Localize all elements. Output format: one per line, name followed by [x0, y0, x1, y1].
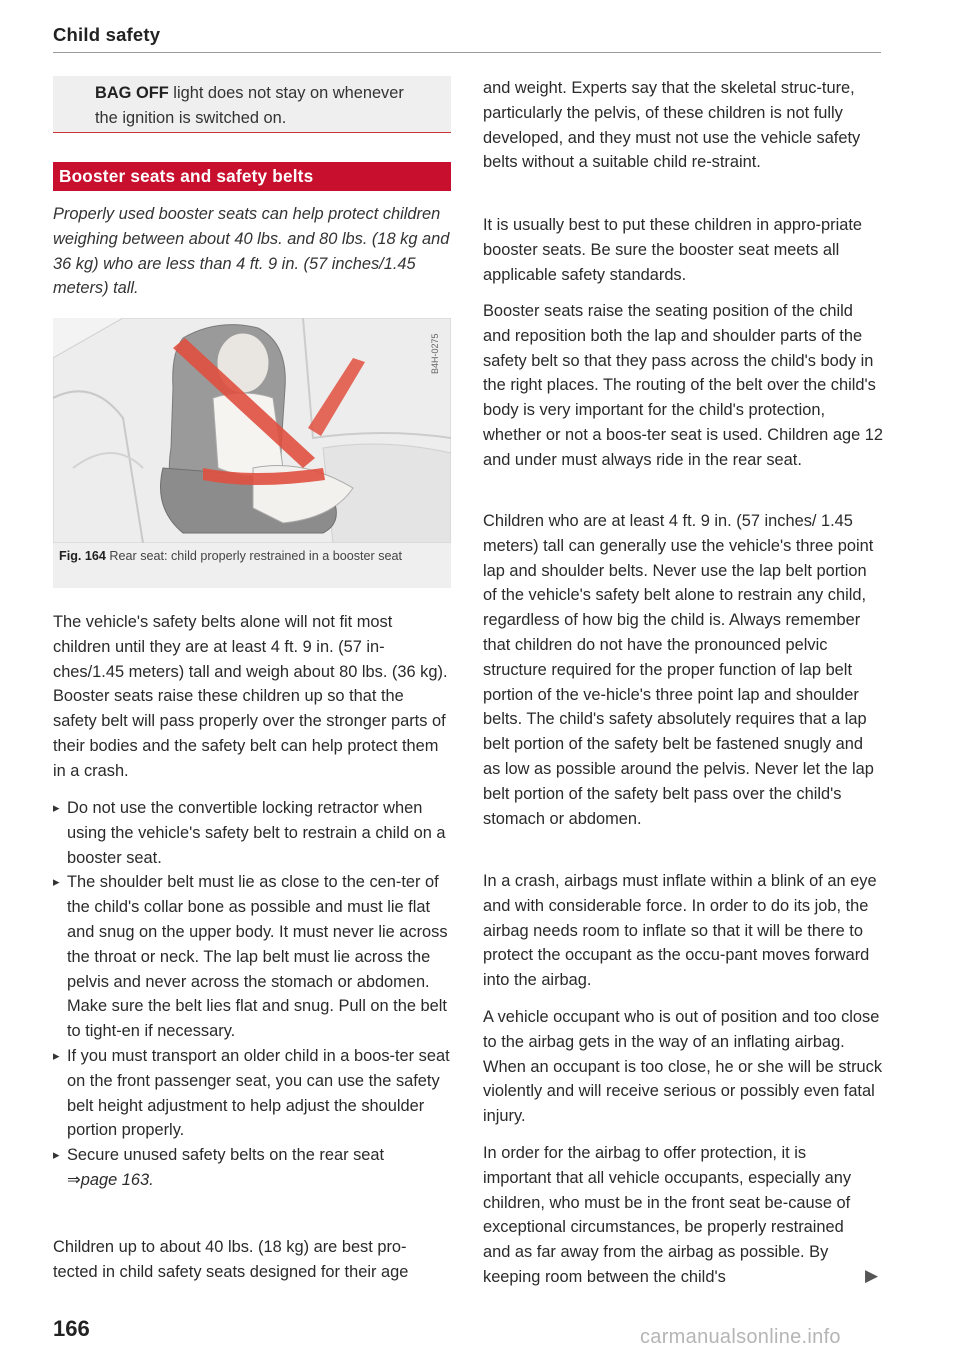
bullet-item: ▸ If you must transport an older child in a boos-ter seat on the front passenger seat, you can use the safety belt height adjustment to help adjust the shoulder portion properly.: [53, 1044, 451, 1143]
section-header-title: Child safety: [53, 24, 161, 45]
continue-arrow-icon: ▶: [865, 1266, 879, 1285]
right-paragraph-6: A vehicle occupant who is out of position and too close to the airbag gets in the way of an inflating airbag. When an occupant is too close, he or she will be struck violently and will receive serious or possibly even fatal injury.: [483, 1008, 883, 1126]
right-paragraph-4: Children who are at least 4 ft. 9 in. (57 inches/ 1.45 meters) tall can generally use the vehicle's three point lap and shoulder belts. Never use the lap belt portion of the vehicle's safety belt alone to restrain any child, regardless of how big the child is. Always remember that children do not have the pronounced pelvic structure required for the proper function of lap belt portion of the ve-hicle's three point lap and shoulder belts. The child's safety absolutely requires that a lap belt portion of the safety belt be fastened snugly and as low as possible around the pelvis. Never let the lap belt portion of the safety belt pass over the child's stomach or abdomen.: [483, 512, 874, 828]
bullet-item: ▸ Do not use the convertible locking retractor when using the vehicle's safety belt to restrain a child on a booster seat.: [53, 796, 451, 870]
notice-bold-term: BAG OFF: [95, 84, 169, 102]
bullet-item: ▸ The shoulder belt must lie as close to the cen-ter of the child's collar bone as possible and must lie flat and snug on the upper body. It must never lie across the throat or neck. The lap belt must lie across the pelvis and never across the stomach or abdomen. Make sure the belt lies flat and snug. Pull on the belt to tight-en if necessary.: [53, 870, 451, 1044]
left-paragraph-1: The vehicle's safety belts alone will not fit most children until they are at least 4 ft. 9 in. (57 in-ches/1.45 meters) tall and weigh about 80 lbs. (36 kg). Booster seats raise these children up so that the safety belt will pass properly over the stronger parts of their bodies and the safety belt can help protect them in a crash.: [53, 613, 448, 780]
right-paragraph-2: It is usually best to put these children in appro-priate booster seats. Be sure the booster seat meets all applicable safety standards.: [483, 216, 863, 284]
figure-code: B4H-0275: [430, 333, 440, 375]
figure-caption-text: Rear seat: child properly restrained in a booster seat: [105, 549, 403, 563]
figure-caption: [59, 547, 444, 567]
bullet-item: [53, 1143, 451, 1193]
safety-bullet-list: [53, 796, 451, 1193]
intro-paragraph: Properly used booster seats can help protect children weighing between about 40 lbs. and 80 lbs. (18 kg and 36 kg) who are less than 4 ft. 9 in. (57 inches/1.45 meters) tall.: [53, 205, 450, 298]
bullet-text: Secure unused safety belts on the rear seat: [67, 1146, 385, 1165]
figure-label: Fig. 164: [59, 549, 106, 563]
right-paragraph-7: In order for the airbag to offer protection, it is important that all vehicle occupants, especially any children, who must be in the front seat be-cause of exceptional circumstances, be properly restrained and as far away from the airbag as possible. By keeping room between the child's: [483, 1144, 852, 1286]
page-number: 166: [53, 1316, 90, 1341]
watermark-text: carmanualsonline.info: [640, 1326, 841, 1348]
header-divider: [53, 52, 881, 53]
section-heading: Booster seats and safety belts: [53, 162, 451, 191]
page-reference-link[interactable]: ⇒page 163.: [67, 1170, 154, 1189]
left-paragraph-2: Children up to about 40 lbs. (18 kg) are best pro-tected in child safety seats designed for their age: [53, 1238, 409, 1281]
right-paragraph-3: Booster seats raise the seating position of the child and reposition both the lap and shoulder parts of the safety belt so that they pass across the child's body in the right places. The routing of the belt over the child's body is very important for the child's protection, whether or not a boos-ter seat is used. Children age 12 and under must always ride in the rear seat.: [483, 302, 883, 469]
notice-text: light does not stay on whenever the ignition is switched on.: [95, 84, 404, 127]
booster-seat-illustration: [53, 318, 451, 543]
notice-box: [53, 76, 451, 133]
right-paragraph-1: and weight. Experts say that the skeletal struc-ture, particularly the pelvis, of these children is not fully developed, and they must not use the vehicle safety belts without a suitable child re-straint.: [483, 79, 861, 172]
right-paragraph-5: In a crash, airbags must inflate within a blink of an eye and with considerable force. In order to do its job, the airbag needs room to inflate so that it will be there to protect the occupant as the occu-pant moves forward into the airbag.: [483, 872, 877, 990]
